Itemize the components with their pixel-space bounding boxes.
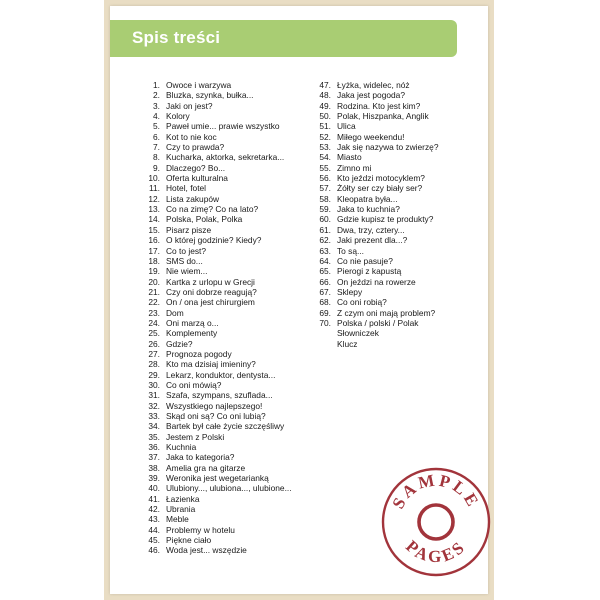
toc-title: Paweł umie... prawie wszystko (166, 121, 280, 132)
toc-number: 31. (148, 390, 160, 401)
toc-number: 68. (319, 297, 331, 308)
toc-item (134, 246, 294, 256)
toc-item (134, 380, 294, 390)
toc-number: 57. (319, 183, 331, 194)
toc-number: 48. (319, 90, 331, 101)
toc-number: 6. (153, 131, 160, 142)
toc-item (305, 204, 470, 214)
toc-number: 70. (319, 317, 331, 328)
toc-item (305, 121, 470, 131)
toc-number: 54. (319, 152, 331, 163)
toc-item (305, 142, 470, 152)
toc-item (305, 246, 470, 256)
toc-title: Miłego weekendu! (337, 131, 405, 142)
toc-title: Wszystkiego najlepszego! (166, 400, 263, 411)
toc-number: 38. (148, 462, 160, 473)
toc-number: 50. (319, 111, 331, 122)
toc-title: Łazienka (166, 493, 200, 504)
toc-number: 20. (148, 276, 160, 287)
toc-title: Gdzie? (166, 338, 193, 349)
toc-item (134, 483, 294, 493)
toc-number: 5. (153, 121, 160, 132)
toc-item (134, 463, 294, 473)
toc-title: Lista zakupów (166, 193, 220, 204)
toc-title: Kucharka, aktorka, sekretarka... (166, 152, 285, 163)
toc-item (305, 225, 470, 235)
toc-title: Dwa, trzy, cztery... (337, 224, 405, 235)
toc-number: 45. (148, 535, 160, 546)
toc-item (305, 111, 470, 121)
toc-title: Rodzina. Kto jest kim? (337, 100, 421, 111)
toc-title: Żółty ser czy biały ser? (337, 183, 423, 194)
toc-title: Miasto (337, 152, 362, 163)
toc-title: Co oni robią? (337, 297, 387, 308)
toc-title: Ulica (337, 121, 356, 132)
toc-item (134, 401, 294, 411)
toc-item (305, 80, 470, 90)
toc-item (305, 152, 470, 162)
toc-number: 55. (319, 162, 331, 173)
stamp-bottom-text: PAGES (402, 536, 470, 567)
toc-item (134, 235, 294, 245)
toc-number: 27. (148, 348, 160, 359)
toc-item (134, 339, 294, 349)
toc-number: 16. (148, 235, 160, 246)
toc-title: Jaki prezent dla...? (337, 235, 408, 246)
toc-title: Dom (166, 307, 184, 318)
page-title: Spis treści (132, 28, 221, 47)
toc-title: Nie wiem... (166, 266, 208, 277)
toc-title: Jaka to kuchnia? (337, 204, 400, 215)
toc-number: 18. (148, 255, 160, 266)
toc-number: 7. (153, 142, 160, 153)
toc-item (134, 101, 294, 111)
toc-number: 34. (148, 421, 160, 432)
toc-number: 56. (319, 173, 331, 184)
toc-title: Co nie pasuje? (337, 255, 393, 266)
toc-item (134, 297, 294, 307)
toc-title: Bluzka, szynka, bułka... (166, 90, 254, 101)
toc-title: O której godzinie? Kiedy? (166, 235, 262, 246)
toc-item (305, 173, 470, 183)
toc-item (134, 349, 294, 359)
toc-title: Kleopatra była... (337, 193, 398, 204)
toc-item (134, 256, 294, 266)
toc-item (305, 163, 470, 173)
toc-title: Kot to nie koc (166, 131, 217, 142)
toc-item (134, 204, 294, 214)
toc-title: Woda jest... wszędzie (166, 545, 247, 556)
stamp-inner-ring (419, 505, 453, 539)
toc-number: 30. (148, 379, 160, 390)
toc-item (134, 214, 294, 224)
toc-number: 17. (148, 245, 160, 256)
toc-number: 40. (148, 483, 160, 494)
toc-appendix-item: Słowniczek (337, 328, 379, 339)
toc-title: Amelia gra na gitarze (166, 462, 246, 473)
toc-title: Łyżka, widelec, nóż (337, 80, 410, 90)
toc-number: 69. (319, 307, 331, 318)
toc-title: Piękne ciało (166, 535, 212, 546)
toc-title: Dlaczego? Bo... (166, 162, 226, 173)
toc-title: Bartek był całe życie szczęśliwy (166, 421, 285, 432)
toc-item (134, 183, 294, 193)
toc-title: Gdzie kupisz te produkty? (337, 214, 434, 225)
toc-number: 53. (319, 142, 331, 153)
toc-title: Weronika jest wegetarianką (166, 473, 269, 484)
toc-number: 46. (148, 545, 160, 556)
toc-title: Jaka to kategoria? (166, 452, 235, 463)
toc-item (305, 90, 470, 100)
toc-number: 39. (148, 473, 160, 484)
toc-number: 19. (148, 266, 160, 277)
stamp-top-text: SAMPLE (388, 470, 484, 512)
toc-number: 62. (319, 235, 331, 246)
toc-number: 29. (148, 369, 160, 380)
toc-number: 24. (148, 317, 160, 328)
toc-number: 33. (148, 411, 160, 421)
toc-title: Owoce i warzywa (166, 80, 232, 90)
toc-title: Meble (166, 514, 189, 525)
toc-number: 67. (319, 286, 331, 297)
toc-item (134, 494, 294, 504)
toc-number: 12. (148, 193, 160, 204)
toc-number: 49. (319, 100, 331, 111)
toc-item (134, 432, 294, 442)
toc-item (134, 411, 294, 421)
toc-number: 11. (148, 183, 160, 194)
toc-title: Prognoza pogody (166, 348, 232, 359)
toc-item (134, 421, 294, 431)
toc-item (134, 287, 294, 297)
toc-number: 13. (148, 204, 160, 215)
toc-number: 1. (153, 80, 160, 90)
toc-column-right (305, 80, 470, 349)
toc-column-left (134, 80, 294, 556)
toc-number: 14. (148, 214, 160, 225)
toc-title: Jaki on jest? (166, 100, 213, 111)
toc-item (134, 225, 294, 235)
toc-item (134, 328, 294, 338)
title-banner (110, 20, 457, 57)
toc-item (134, 473, 294, 483)
toc-title: To są... (337, 245, 364, 256)
toc-item (134, 308, 294, 318)
toc-item (134, 194, 294, 204)
toc-title: Jestem z Polski (166, 431, 225, 442)
toc-item (305, 256, 470, 266)
toc-title: Czy oni dobrze reagują? (166, 286, 257, 297)
toc-title: On / ona jest chirurgiem (166, 297, 255, 308)
toc-title: Kto jeździ motocyklem? (337, 173, 425, 184)
toc-item (305, 308, 470, 318)
toc-title: Sklepy (337, 286, 363, 297)
toc-item (305, 132, 470, 142)
toc-number: 64. (319, 255, 331, 266)
toc-title: Kolory (166, 111, 190, 122)
toc-item (305, 297, 470, 307)
toc-title: Ulubiony..., ulubiona..., ulubione... (166, 483, 292, 494)
toc-title: Szafa, szympans, szuflada... (166, 390, 273, 401)
sample-pages-stamp (380, 466, 492, 578)
toc-title: Komplementy (166, 328, 218, 339)
document-page (110, 6, 488, 594)
toc-number: 15. (148, 224, 160, 235)
toc-number: 35. (148, 431, 160, 442)
toc-item (134, 173, 294, 183)
toc-item (134, 318, 294, 328)
toc-title: Kartka z urlopu w Grecji (166, 276, 255, 287)
toc-title: Ubrania (166, 504, 196, 515)
toc-number: 4. (153, 111, 160, 122)
toc-title: Lekarz, konduktor, dentysta... (166, 369, 276, 380)
toc-title: Co na zimę? Co na lato? (166, 204, 259, 215)
toc-number: 52. (319, 131, 331, 142)
toc-number: 10. (148, 173, 160, 184)
toc-item (305, 235, 470, 245)
toc-title: SMS do... (166, 255, 203, 266)
toc-number: 61. (319, 224, 331, 235)
toc-title: Polak, Hiszpanka, Anglik (337, 111, 429, 122)
toc-item (305, 287, 470, 297)
toc-number: 9. (153, 162, 160, 173)
toc-number: 2. (153, 90, 160, 101)
toc-number: 42. (148, 504, 160, 515)
toc-title: Co to jest? (166, 245, 207, 256)
toc-title: Problemy w hotelu (166, 524, 235, 535)
toc-number: 51. (319, 121, 331, 132)
toc-item (134, 390, 294, 400)
toc-item (134, 442, 294, 452)
toc-item (305, 101, 470, 111)
toc-number: 36. (148, 442, 160, 453)
toc-item (134, 80, 294, 90)
toc-item (134, 545, 294, 555)
toc-title: Zimno mi (337, 162, 372, 173)
toc-item (134, 90, 294, 100)
toc-item (134, 152, 294, 162)
toc-number: 58. (319, 193, 331, 204)
toc-number: 60. (319, 214, 331, 225)
toc-title: Czy to prawda? (166, 142, 225, 153)
toc-item (134, 121, 294, 131)
toc-item (305, 214, 470, 224)
toc-title: Jak się nazywa to zwierzę? (337, 142, 439, 153)
toc-number: 43. (148, 514, 160, 525)
toc-title: Kuchnia (166, 442, 197, 453)
toc-item (134, 132, 294, 142)
toc-title: Polska, Polak, Polka (166, 214, 243, 225)
toc-item (134, 514, 294, 524)
toc-item (305, 277, 470, 287)
toc-item (134, 359, 294, 369)
toc-item (134, 525, 294, 535)
toc-item (134, 163, 294, 173)
toc-title: On jeździ na rowerze (337, 276, 416, 287)
toc-item (305, 194, 470, 204)
toc-number: 47. (319, 80, 331, 90)
toc-item (305, 266, 470, 276)
toc-number: 21. (148, 286, 160, 297)
toc-item (134, 370, 294, 380)
toc-number: 59. (319, 204, 331, 215)
toc-number: 66. (319, 276, 331, 287)
toc-item (305, 183, 470, 193)
toc-number: 63. (319, 245, 331, 256)
toc-title: Kto ma dzisiaj imieniny? (166, 359, 256, 370)
toc-item (134, 504, 294, 514)
toc-number: 37. (148, 452, 160, 463)
toc-item (134, 111, 294, 121)
toc-title: Pierogi z kapustą (337, 266, 402, 277)
toc-title: Co oni mówią? (166, 379, 222, 390)
toc-number: 26. (148, 338, 160, 349)
toc-item (134, 277, 294, 287)
toc-title: Polska / polski / Polak (337, 317, 419, 328)
toc-appendix-item: Klucz (337, 338, 358, 349)
toc-number: 23. (148, 307, 160, 318)
toc-number: 25. (148, 328, 160, 339)
toc-item (134, 535, 294, 545)
toc-number: 41. (148, 493, 160, 504)
toc-number: 3. (153, 100, 160, 111)
toc-number: 32. (148, 400, 160, 411)
toc-number: 65. (319, 266, 331, 277)
toc-item (134, 266, 294, 276)
toc-title: Oferta kulturalna (166, 173, 228, 184)
toc-title: Skąd oni są? Co oni lubią? (166, 411, 266, 421)
toc-title: Oni marzą o... (166, 317, 219, 328)
toc-title: Z czym oni mają problem? (337, 307, 436, 318)
toc-number: 8. (153, 152, 160, 163)
toc-number: 28. (148, 359, 160, 370)
toc-item (134, 142, 294, 152)
toc-item (305, 318, 470, 328)
toc-number: 44. (148, 524, 160, 535)
toc-number: 22. (148, 297, 160, 308)
toc-title: Hotel, fotel (166, 183, 207, 194)
toc-item (134, 452, 294, 462)
toc-title: Jaka jest pogoda? (337, 90, 405, 101)
toc-title: Pisarz pisze (166, 224, 212, 235)
